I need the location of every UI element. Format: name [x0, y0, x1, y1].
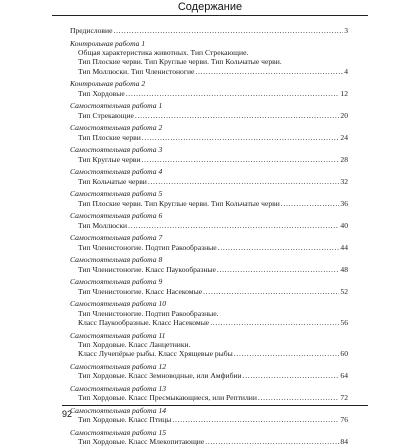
toc-entry [70, 233, 348, 252]
toc-line-text: Тип Членистоногие. Класс Паукообразные [78, 264, 216, 274]
toc-page-number: 4 [344, 66, 348, 76]
toc-entry [70, 428, 348, 446]
toc-section-title: Самостоятельная работа 11 [70, 330, 166, 340]
toc-entry [70, 331, 348, 359]
toc-leader-dots [142, 155, 340, 164]
toc-leader-dots [113, 26, 343, 35]
toc-page-number: 24 [340, 132, 348, 142]
toc-line [70, 67, 348, 76]
toc-page-number: 76 [340, 415, 348, 424]
toc-entry [70, 39, 348, 76]
toc-entry [70, 79, 348, 98]
toc-line-text: Тип Хордовые. Класс Пресмыкающиеся, или Рептилии [78, 393, 257, 402]
toc-leader-dots [218, 243, 340, 252]
toc-leader-dots [210, 318, 339, 327]
toc-line [70, 177, 348, 186]
toc-page-number: 84 [340, 437, 348, 446]
table-of-contents [70, 26, 348, 446]
toc-page-number: 56 [340, 317, 348, 327]
toc-leader-dots [258, 393, 340, 402]
header-divider [52, 15, 368, 16]
toc-section-title: Самостоятельная работа 6 [70, 211, 163, 221]
toc-line-text: Класс Паукообразные. Класс Насекомые [78, 317, 210, 327]
toc-line-text: Тип Круглые черви [78, 154, 141, 164]
toc-line [70, 318, 348, 327]
toc-section-title: Самостоятельная работа 12 [70, 361, 167, 371]
toc-section-title: Самостоятельная работа 3 [70, 145, 163, 155]
toc-entry [70, 384, 348, 403]
toc-line-text: Тип Хордовые [78, 88, 125, 98]
toc-line-text: Тип Членистоногие. Подтип Ракообразные [78, 242, 217, 252]
toc-section-title: Самостоятельная работа 2 [70, 123, 163, 133]
toc-entry [70, 189, 348, 208]
toc-line [70, 89, 348, 98]
toc-section-title: Самостоятельная работа 5 [70, 189, 163, 199]
toc-line [70, 437, 348, 446]
toc-line [70, 57, 348, 66]
toc-page-number: 20 [340, 110, 348, 120]
page-number: 92 [62, 409, 73, 419]
toc-line-text: Тип Хордовые. Класс Млекопитающие [78, 437, 205, 446]
toc-section-title: Самостоятельная работа 14 [70, 405, 167, 415]
toc-leader-dots [195, 67, 343, 76]
toc-line [70, 340, 348, 349]
toc-line-text: Тип Моллюски [78, 220, 128, 230]
toc-page-number: 72 [340, 393, 348, 402]
toc-line [70, 309, 348, 318]
toc-line-text: Тип Кольчатые черви [78, 176, 147, 186]
toc-leader-dots [217, 265, 340, 274]
toc-entry [70, 145, 348, 164]
toc-leader-dots [203, 287, 339, 296]
toc-page-number: 64 [340, 371, 348, 380]
toc-leader-dots [234, 349, 340, 358]
toc-section-title: Самостоятельная работа 4 [70, 167, 163, 177]
toc-line [70, 26, 348, 35]
toc-page-number: 3 [344, 26, 348, 35]
toc-page-number: 36 [340, 198, 348, 208]
toc-page-number: 44 [340, 242, 348, 252]
toc-entry [70, 299, 348, 327]
toc-entry [70, 101, 348, 120]
toc-line-text: Тип Хордовые. Класс Ланцетники. [78, 339, 191, 349]
toc-entry [70, 123, 348, 142]
toc-leader-dots [281, 199, 340, 208]
toc-entry [70, 26, 348, 35]
toc-line [70, 393, 348, 402]
toc-line-text: Тип Членистоногие. Класс Насекомые [78, 286, 203, 296]
toc-section-title: Самостоятельная работа 15 [70, 427, 167, 437]
toc-line-text: Тип Хордовые. Класс Земноводные, или Амфибии [78, 371, 242, 380]
toc-page-number: 48 [340, 264, 348, 274]
toc-line-text: Тип Стрекающие [78, 110, 134, 120]
toc-section-title: Контрольная работа 1 [70, 38, 146, 48]
toc-line [70, 111, 348, 120]
toc-page-number: 32 [340, 176, 348, 186]
toc-entry [70, 255, 348, 274]
toc-page-number: 52 [340, 286, 348, 296]
toc-leader-dots [128, 221, 339, 230]
toc-section-title: Самостоятельная работа 10 [70, 299, 167, 309]
toc-leader-dots [142, 133, 340, 142]
toc-page-number: 12 [340, 88, 348, 98]
toc-page-number: 60 [340, 349, 348, 358]
toc-section-title: Самостоятельная работа 8 [70, 255, 163, 265]
toc-page-number: 28 [340, 154, 348, 164]
toc-line-text: Класс Лучепёрые рыбы. Класс Хрящевые рыбы [78, 349, 233, 358]
toc-line [70, 287, 348, 296]
toc-entry [70, 211, 348, 230]
toc-line [70, 371, 348, 380]
toc-line-text: Тип Хордовые. Класс Птицы [78, 415, 172, 424]
toc-entry [70, 277, 348, 296]
toc-line [70, 243, 348, 252]
toc-section-title: Самостоятельная работа 13 [70, 383, 167, 393]
toc-section-title: Самостоятельная работа 7 [70, 233, 163, 243]
page-title: Содержание [177, 1, 243, 13]
toc-line [70, 133, 348, 142]
toc-line-text: Тип Моллюски. Тип Членистоногие [78, 66, 195, 76]
toc-line-text: Общая характеристика животных. Тип Стрекающие. [78, 48, 249, 57]
toc-leader-dots [135, 111, 339, 120]
toc-line [70, 199, 348, 208]
toc-line [70, 48, 348, 57]
toc-entry [70, 167, 348, 186]
toc-leader-dots [126, 89, 340, 98]
toc-leader-dots [205, 437, 339, 446]
toc-line [70, 155, 348, 164]
toc-line [70, 265, 348, 274]
page-header [0, 0, 420, 16]
footer-divider [62, 405, 368, 406]
toc-line-text: Тип Плоские черви [78, 132, 141, 142]
toc-line-text: Тип Плоские черви. Тип Круглые черви. Тип Кольчатые черви [78, 198, 280, 208]
toc-section-title: Самостоятельная работа 9 [70, 277, 163, 287]
toc-section-title: Самостоятельная работа 1 [70, 101, 163, 111]
toc-entry [70, 362, 348, 381]
toc-leader-dots [148, 177, 340, 186]
toc-leader-dots [243, 371, 340, 380]
toc-line-text: Тип Плоские черви. Тип Круглые черви. Тип Кольчатые черви. [78, 57, 282, 67]
toc-entry [70, 406, 348, 425]
toc-line-text: Тип Членистоногие. Подтип Ракообразные. [78, 308, 219, 318]
toc-section-title: Контрольная работа 2 [70, 79, 146, 89]
toc-page-number: 40 [340, 220, 348, 230]
toc-line [70, 221, 348, 230]
toc-line [70, 349, 348, 358]
toc-line-text: Предисловие [70, 26, 113, 35]
